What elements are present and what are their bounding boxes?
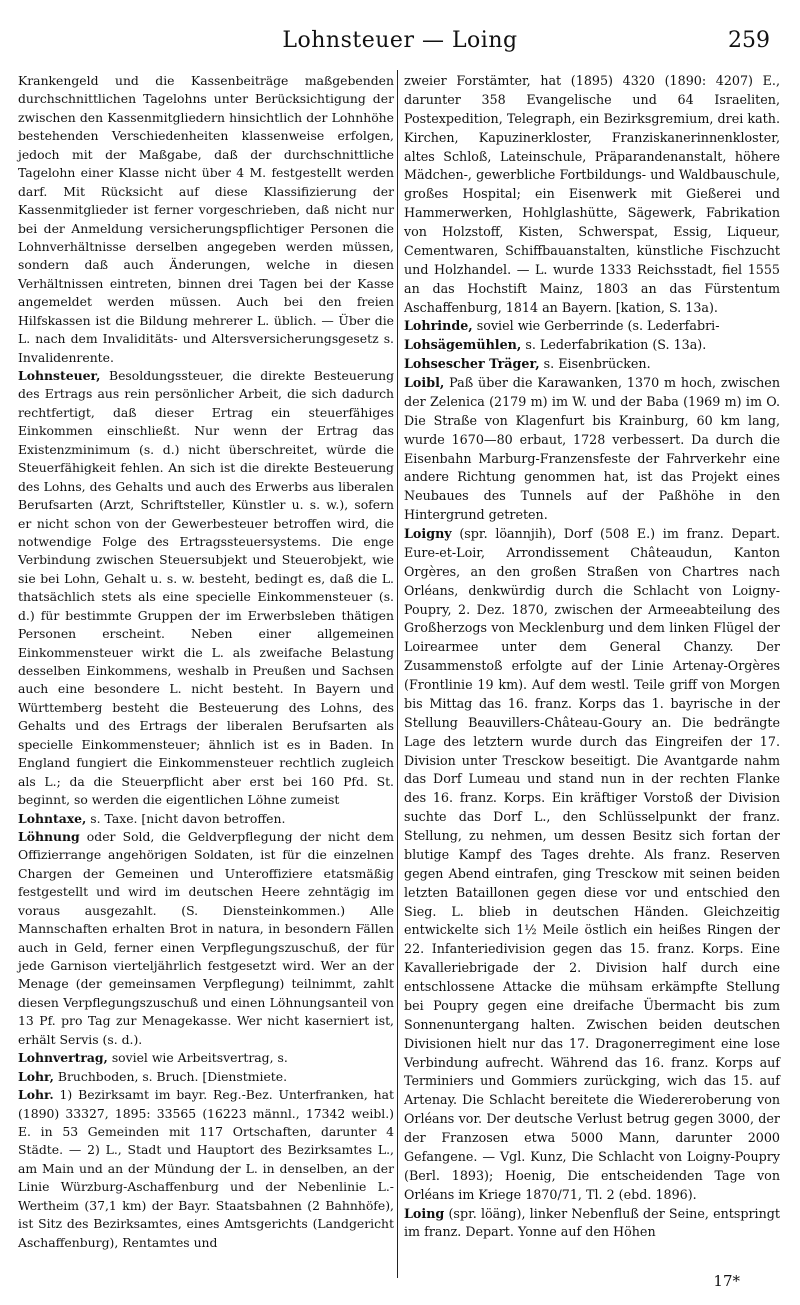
paragraph-continuation: zweier Forstämter, hat (1895) 4320 (1890: 4207) E., darunter 358 Evangelische und 64 Israeliten, Postexpedition, Telegraph, ein Bezirksgremium, drei kath. Kirchen, Kapuzinerkloster, Franziskanerinnenkloster, altes Schloß, Lateinschule, Präparandenanstalt, höhere Mädchen-, gewerbliche Fortbildungs- und Waldbauschule, großes Hospital; ein Eisenwerk mit Gießerei und Hammerwerken, Hohlglashütte, Sägewerk, Fabrikation von Holzstoff, Kisten, Schwerspat, Essig, Liqueur, Cementwaren, Schiffbauanstalten, künstliche Fischzucht und Holzhandel. — L. wurde 1333 Reichsstadt, fiel 1555 an das Hochstift Mainz, 1803 an das Fürstentum Aschaffenburg, 1814 an Bayern. [kation, S. 13a). bbox=[404, 73, 780, 315]
entry-headword: Lohntaxe, bbox=[18, 810, 87, 826]
dictionary-entry bbox=[18, 810, 394, 828]
entry-headword: Loing bbox=[404, 1205, 445, 1221]
dictionary-entry bbox=[404, 525, 780, 1205]
dictionary-entry bbox=[404, 317, 780, 336]
entry-headword: Lohsägemühlen, bbox=[404, 337, 522, 353]
dictionary-entry bbox=[18, 1068, 394, 1086]
right-column bbox=[404, 72, 780, 1242]
entry-text: s. Lederfabrikation (S. 13a). bbox=[521, 337, 707, 353]
running-header bbox=[0, 28, 800, 62]
entry-text: (spr. löäng), linker Nebenfluß der Seine, entspringt im franz. Depart. Yonne auf den Höhen bbox=[404, 1205, 780, 1240]
entry-text: s. Taxe. [nicht davon betroffen. bbox=[86, 810, 286, 826]
dictionary-entry bbox=[18, 1049, 394, 1067]
paragraph-continuation: Krankengeld und die Kassenbeiträge maßgebenden durchschnittlichen Tagelohns unter Berücksichtigung der zwischen den Kassenmitgliedern hinsichtlich der Lohnhöhe bestehenden Verschiedenheiten klassenweise erfolgen, jedoch mit der Maßgabe, daß der durchschnittliche Tagelohn einer Klasse nicht über 4 M. festgestellt werden darf. Mit Rücksicht auf diese Klassifizierung der Kassenmitglieder ist ferner vorgeschrieben, daß nicht nur bei der Anmeldung versicherungspflichtiger Personen die Lohnverhältnisse derselben angegeben werden müssen, sondern daß auch Änderungen, welche in diesen Verhältnissen eintreten, binnen drei Tagen bei der Kasse angemeldet werden müssen. Auch bei den freien Hilfskassen ist die Bildung mehrerer L. üblich. — Über die L. nach dem Invaliditäts- und Altersversicherungsgesetz s. Invalidenrente. bbox=[18, 73, 394, 365]
entry-headword: Lohr, bbox=[18, 1068, 54, 1084]
left-column bbox=[18, 72, 394, 1252]
dictionary-entry bbox=[404, 374, 780, 525]
entry-headword: Lohrinde, bbox=[404, 318, 473, 334]
entry-text: (spr. löannjih), Dorf (508 E.) im franz. Depart. Eure-et-Loir, Arrondissement Châteaudun, Kanton Orgères, an den großen Straßen von Chartres nach Orléans, denkwürdig durch die Schlacht von Loigny-Poupry, 2. Dez. 1870, zwischen der Armeeabteilung des Großherzogs von Mecklenburg und dem linken Flügel der Loirearmee unter dem General Chanzy. Der Zusammenstoß erfolgte auf der Linie Artenay-Orgères (Frontlinie 19 km). Auf dem westl. Teile griff von Morgen bis Mittag das 16. franz. Korps das 1. bayrische in der Stellung Beauvillers-Château-Goury an. Die bedrängte Lage des letztern wurde durch das Eingreifen der 17. Division unter Tresckow beseitigt. Die Avantgarde nahm das Dorf Lumeau und stand nun in der rechten Flanke des 16. franz. Korps. Ein kräftiger Vorstoß der Division suchte das Dorf L., den Schlüsselpunkt der franz. Stellung, zu nehmen, um dessen Besitz sich fortan der blutige Kampf des Tages drehte. Als franz. Reserven gegen Abend eintrafen, ging Tresckow mit seinen beiden letzten Bataillonen gegen diese vor und entschied den Sieg. L. blieb in deutschen Händen. Gleichzeitig entwickelte sich 1½ Meile östlich ein heißes Ringen der 22. Infanteriedivision gegen das 15. franz. Korps. Eine Kavalleriebrigade der 2. Division half durch eine entschlossene Attacke die mühsam erkämpfte Stellung bei Poupry gegen eine dreifache Übermacht bis zum Sonnenuntergang halten. Zwischen beiden deutschen Divisionen hielt nur das 17. Dragonerregiment eine lose Verbindung aufrecht. Während das 16. franz. Korps auf Terminiers und Gommiers zurückging, wich das 15. auf Artenay. Die Schlacht bereitete die Wiedereroberung von Orléans vor. Der deutsche Verlust betrug gegen 3000, der der Franzosen etwa 5000 Mann, darunter 2000 Gefangene. — Vgl. Kunz, Die Schlacht von Loigny-Poupry (Berl. 1893); Hoenig, Die entscheidenden Tage von Orléans im Kriege 1870/71, Tl. 2 (ebd. 1896). bbox=[404, 526, 780, 1202]
dictionary-entry bbox=[404, 355, 780, 374]
entry-headword: Loigny bbox=[404, 526, 452, 541]
dictionary-entry bbox=[18, 1086, 394, 1252]
column-divider bbox=[397, 70, 398, 1278]
entry-text: Besoldungssteuer, die direkte Besteuerung des Ertrags aus rein persönlicher Arbeit, die sich dadurch rechtfertigt, daß dieser Ertrag ein steuerfähiges Einkommen einschließt. Nur wenn der Ertrag das Existenzminimum (s. d.) nicht überschreitet, würde die Steuerfähigkeit fehlen. An sich ist die direkte Besteuerung des Lohns, des Gehalts und auch des Erwerbs aus liberalen Berufsarten (Arzt, Schriftsteller, Künstler u. s. w.), sofern er nicht schon von der Gewerbesteuer betroffen wird, die notwendige Folge des Ertragssteuersystems. Die enge Verbindung zwischen Steuersubjekt und Steuerobjekt, wie sie bei Lohn, Gehalt u. s. w. besteht, bedingt es, daß die L. thatsächlich stets als eine specielle Einkommensteuer (s. d.) für bestimmte Gruppen der im Erwerbsleben thätigen Personen erscheint. Neben einer allgemeinen Einkommensteuer wirkt die L. als zweifache Belastung desselben Einkommens, weshalb in Preußen und Sachsen auch eine besondere L. nicht besteht. In Bayern und Württemberg besteht die Besteuerung des Lohns, des Gehalts und des Ertrags der liberalen Berufsarten als specielle Einkommensteuer; ähnlich ist es in Baden. In England fungiert die Einkommensteuer rechtlich zugleich als L.; da die Steuerpflicht aber erst bei 160 Pfd. St. beginnt, so werden die eigentlichen Löhne zumeist bbox=[18, 368, 394, 808]
entry-text: 1) Bezirksamt im bayr. Reg.-Bez. Unterfranken, hat (1890) 33327, 1895: 33565 (16223 männl., 17342 weibl.) E. in 53 Gemeinden mit 117 Ortschaften, darunter 4 Städte. — 2) L., Stadt und Hauptort des Bezirksamtes L., am Main und an der Mündung der L. in denselben, an der Linie Würzburg-Aschaffenburg und der Nebenlinie L.-Wertheim (37,1 km) der Bayr. Staatsbahnen (2 Bahnhöfe), ist Sitz des Bezirksamtes, eines Amtsgerichts (Landgericht Aschaffenburg), Rentamtes und bbox=[18, 1087, 394, 1250]
entry-text: Paß über die Karawanken, 1370 m hoch, zwischen der Zelenica (2179 m) im W. und der Baba (1969 m) im O. Die Straße von Klagenfurt bis Krainburg, 60 km lang, wurde 1670—80 erbaut, 1728 verbessert. Da durch die Eisenbahn Marburg-Franzensfeste der Fahrverkehr eine andere Richtung genommen hat, ist das Projekt eines Neubaues des Tunnels auf der Paßhöhe in den Hintergrund getreten. bbox=[404, 375, 780, 523]
entry-headword: Lohnsteuer, bbox=[18, 368, 101, 383]
entry-headword: Löhnung bbox=[18, 828, 80, 844]
signature-mark: 17* bbox=[713, 1272, 740, 1290]
dictionary-entry bbox=[18, 828, 394, 1049]
entry-text: Bruchboden, s. Bruch. [Dienstmiete. bbox=[53, 1068, 288, 1084]
dictionary-entry bbox=[404, 336, 780, 355]
entry-text: oder Sold, die Geldverpflegung der nicht dem Offizierrange angehörigen Soldaten, ist für die einzelnen Chargen der Gemeinen und Unteroffiziere etatsmäßig festgestellt und wird im deutschen Heere zehntägig im voraus ausgezahlt. (S. Diensteinkommen.) Alle Mannschaften erhalten Brot in natura, in besondern Fällen auch in Geld, ferner einen Verpflegungszuschuß, der für jede Garnison vierteljährlich festgesetzt wird. Wer an der Menage (der gemeinsamen Verpflegung) teilnimmt, zahlt diesen Verpflegungszuschuß und einen Löhnungsanteil von 13 Pf. pro Tag zur Menagekasse. Wer nicht kaserniert ist, erhält Servis (s. d.). bbox=[18, 828, 394, 1047]
entry-headword: Loibl, bbox=[404, 375, 445, 390]
page-number: 259 bbox=[728, 28, 770, 53]
entry-text: soviel wie Arbeitsvertrag, s. bbox=[107, 1050, 288, 1066]
page-title: Lohnsteuer — Loing bbox=[282, 28, 518, 53]
entry-headword: Lohr. bbox=[18, 1087, 54, 1103]
entry-text: soviel wie Gerberrinde (s. Lederfabri- bbox=[472, 318, 720, 334]
entry-headword: Lohnvertrag, bbox=[18, 1050, 108, 1066]
dictionary-entry bbox=[18, 367, 394, 810]
entry-text: s. Eisenbrücken. bbox=[539, 356, 651, 372]
dictionary-entry bbox=[404, 1205, 780, 1243]
entry-headword: Lohsescher Träger, bbox=[404, 356, 540, 372]
